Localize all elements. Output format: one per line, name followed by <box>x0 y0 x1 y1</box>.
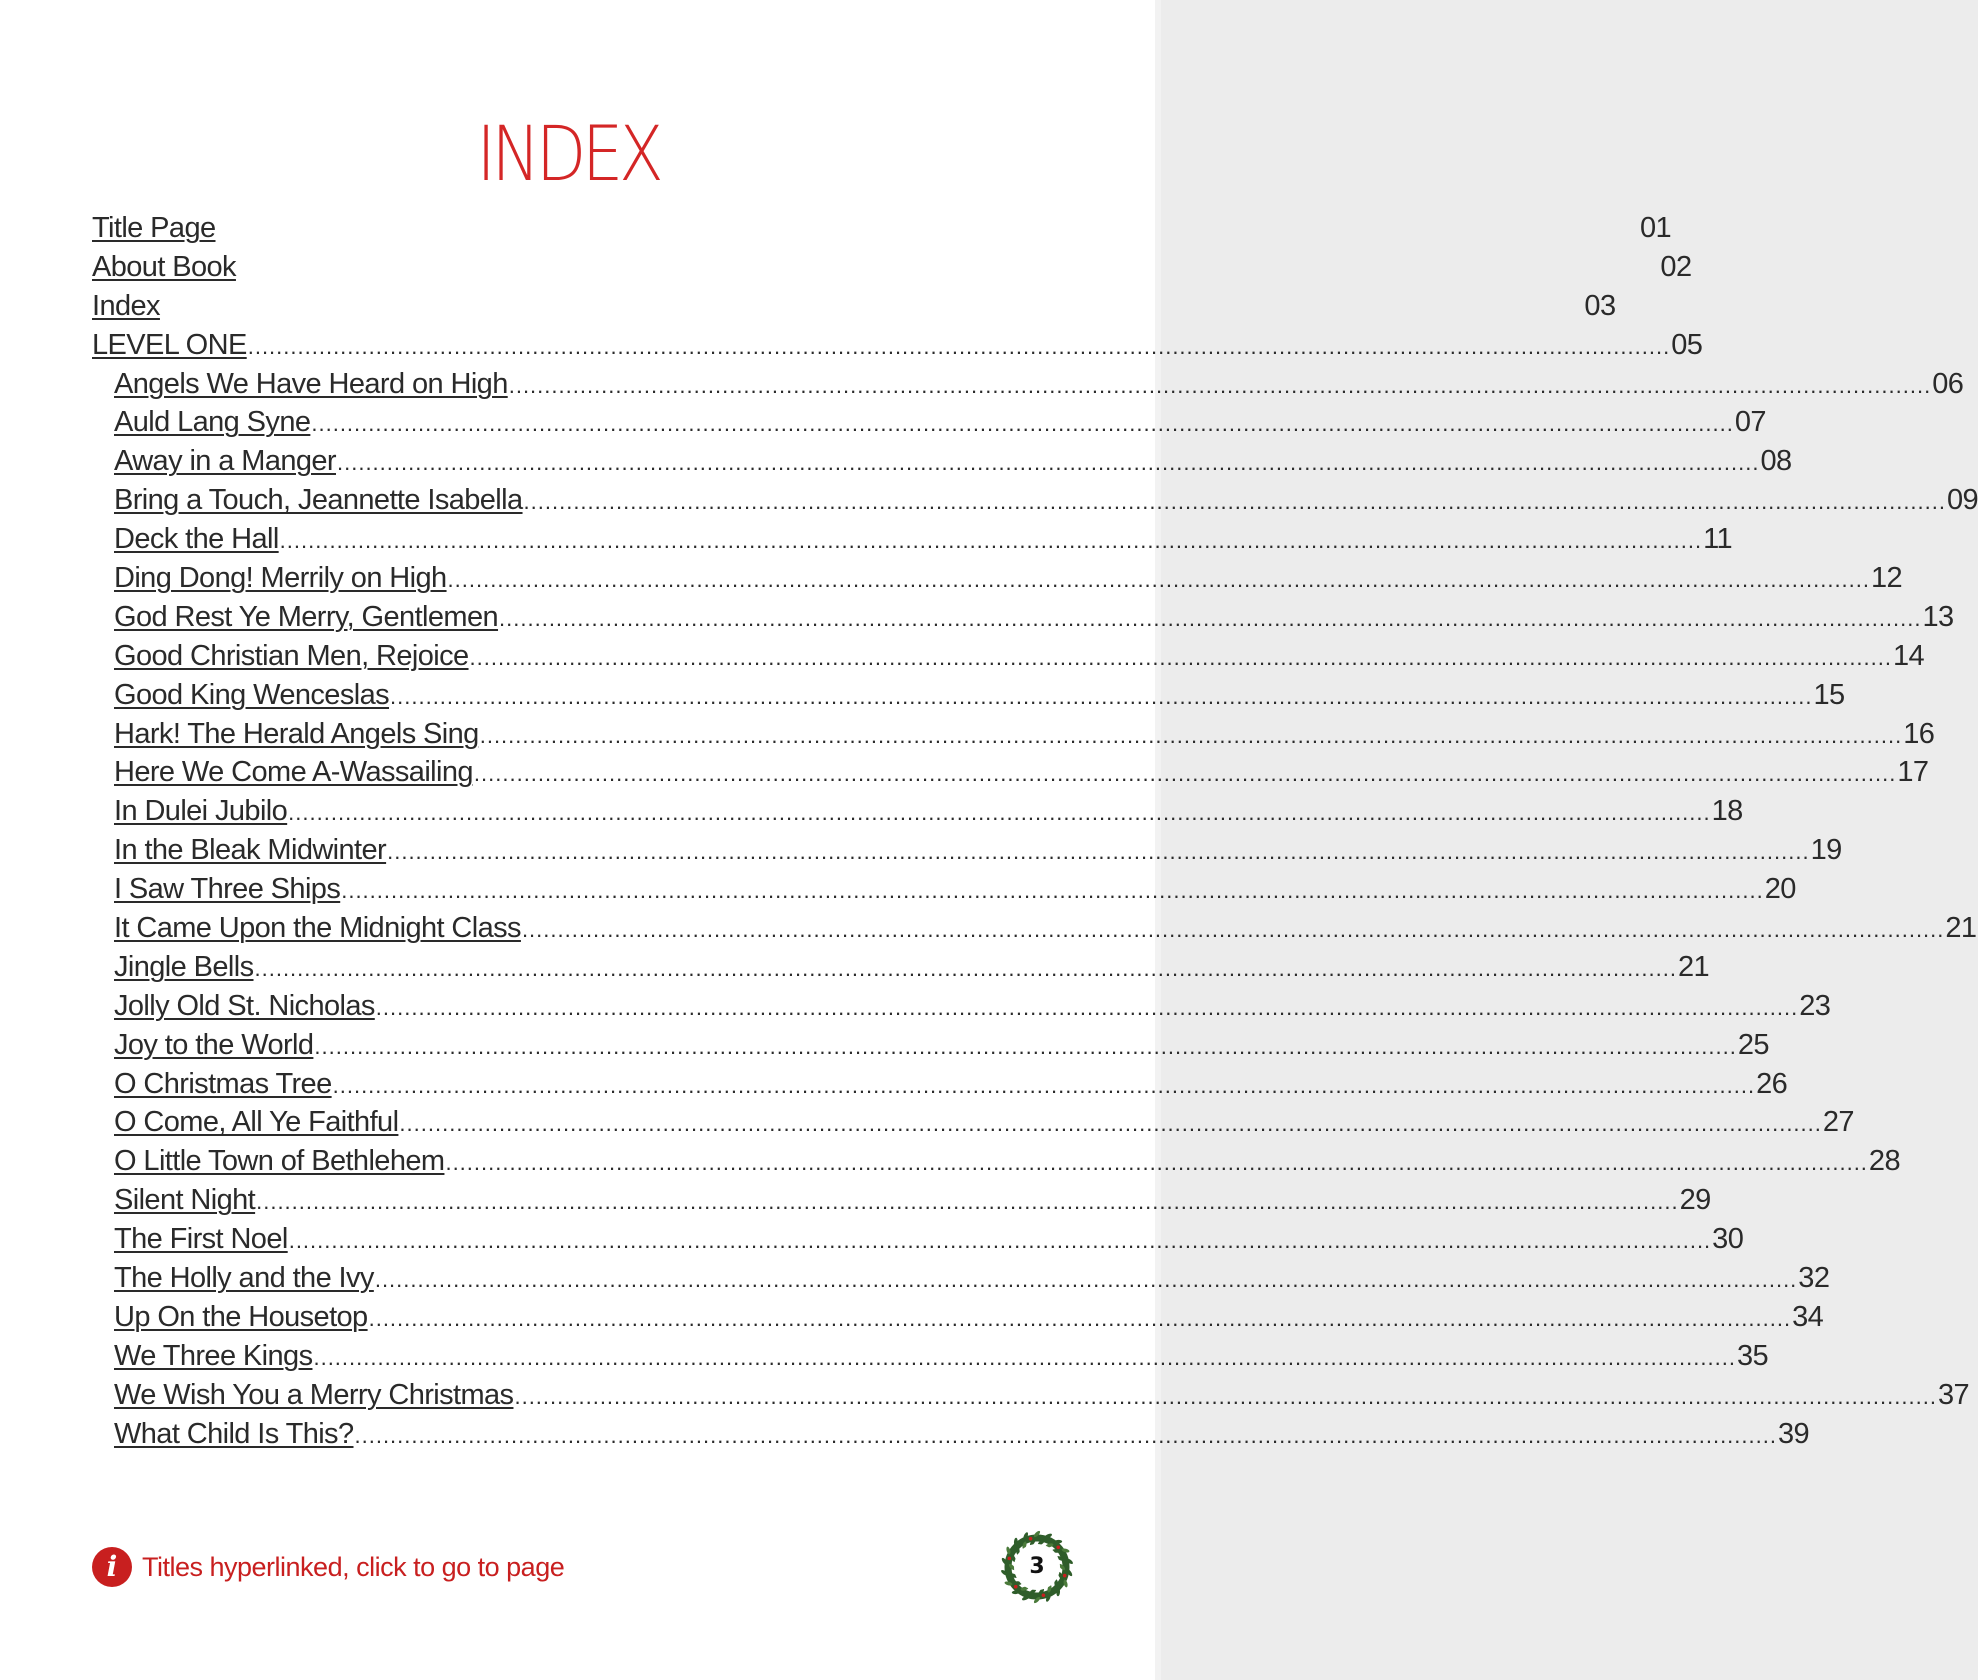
toc-page-number: 27 <box>1822 1106 1854 1139</box>
dot-leader <box>217 217 1639 243</box>
toc-row <box>92 212 1672 251</box>
dot-leader: ........................................................................................................................................................................................................ <box>508 372 1932 398</box>
toc-page-number: 35 <box>1736 1339 1768 1372</box>
toc-link[interactable]: The Holly and the Ivy <box>114 1262 374 1295</box>
toc-row <box>92 1300 1824 1340</box>
dot-leader: ........................................................................................................................................................................................................ <box>521 917 1945 943</box>
page-title: INDEX <box>476 109 660 198</box>
toc-row <box>92 1223 1744 1262</box>
toc-link[interactable]: In Dulei Jubilo <box>114 795 288 828</box>
toc-row <box>92 950 1710 990</box>
toc-link[interactable]: Index <box>92 289 160 322</box>
toc-page-number: 21 <box>1677 950 1710 983</box>
dot-leader: ........................................................................................................................................................................................................ <box>247 333 1671 359</box>
toc-link[interactable]: God Rest Ye Merry, Gentlemen <box>114 600 499 633</box>
toc-link[interactable]: Away in a Manger <box>114 445 336 478</box>
toc-link[interactable]: We Three Kings <box>114 1339 313 1372</box>
dot-leader: ........................................................................................................................................................................................................ <box>314 1033 1737 1059</box>
toc-page-number: 23 <box>1799 989 1831 1022</box>
toc-row <box>92 250 1692 290</box>
dot-leader: ........................................................................................................................................................................................................ <box>368 1305 1792 1331</box>
toc-row <box>92 912 1977 951</box>
toc-row <box>92 1339 1768 1379</box>
toc-row <box>92 756 1929 795</box>
toc-page-number: 01 <box>1639 212 1672 244</box>
toc-link[interactable]: Bring a Touch, Jeannette Isabella <box>114 484 523 517</box>
dot-leader: ........................................................................................................................................................................................................ <box>479 722 1903 748</box>
toc-row <box>92 989 1831 1029</box>
dot-leader: ........................................................................................................................................................................................................ <box>514 1383 1937 1409</box>
dot-leader: ........................................................................................................................................................................................................ <box>354 1422 1777 1448</box>
toc-link[interactable]: O Christmas Tree <box>114 1067 332 1100</box>
toc-row <box>92 367 1964 407</box>
toc-page-number: 30 <box>1712 1223 1744 1256</box>
dot-leader: ........................................................................................................................................................................................................ <box>256 1189 1679 1215</box>
toc-page-number: 37 <box>1937 1378 1969 1411</box>
toc-row <box>92 1106 1854 1145</box>
toc-page-number: 32 <box>1798 1262 1830 1295</box>
toc-link[interactable]: Good Christian Men, Rejoice <box>114 639 469 672</box>
toc-page-number: 06 <box>1932 367 1964 400</box>
toc-link[interactable]: O Little Town of Bethlehem <box>114 1145 445 1178</box>
dot-leader: ........................................................................................................................................................................................................ <box>313 1344 1736 1370</box>
toc-link[interactable]: Angels We Have Heard on High <box>114 367 508 400</box>
dot-leader: ........................................................................................................................................................................................................ <box>288 1228 1712 1254</box>
dot-leader: ........................................................................................................................................................................................................ <box>390 683 1813 709</box>
dot-leader: ........................................................................................................................................................................................................ <box>279 528 1703 554</box>
toc-page-number: 28 <box>1868 1145 1900 1178</box>
toc-page-number: 17 <box>1897 756 1929 789</box>
dot-leader: ........................................................................................................................................................................................................ <box>332 1072 1756 1098</box>
toc-link[interactable]: What Child Is This? <box>114 1417 354 1450</box>
toc-page-number: 34 <box>1792 1300 1824 1333</box>
page-number: 3 <box>1029 1554 1045 1579</box>
hyperlink-note-text: Titles hyperlinked, click to go to page <box>142 1551 565 1582</box>
dot-leader: ........................................................................................................................................................................................................ <box>473 761 1897 787</box>
toc-page-number: 13 <box>1922 600 1954 633</box>
dot-leader: ........................................................................................................................................................................................................ <box>288 800 1711 826</box>
toc-row <box>92 1028 1769 1068</box>
toc-link[interactable]: We Wish You a Merry Christmas <box>114 1378 514 1411</box>
toc-page-number: 26 <box>1756 1067 1788 1100</box>
dot-leader: ........................................................................................................................................................................................................ <box>499 605 1922 631</box>
toc-page-number: 03 <box>1584 289 1616 322</box>
table-of-contents <box>92 212 1978 1457</box>
toc-page-number: 14 <box>1893 639 1925 672</box>
toc-row <box>92 1184 1711 1223</box>
page-number-badge <box>998 1528 1076 1606</box>
toc-page-number: 19 <box>1810 834 1842 867</box>
toc-row <box>92 834 1842 873</box>
dot-leader: ........................................................................................................................................................................................................ <box>469 644 1892 670</box>
toc-link[interactable]: Here We Come A-Wassailing <box>114 756 473 789</box>
toc-page-number: 12 <box>1871 562 1903 595</box>
toc-row <box>92 562 1903 601</box>
dot-leader: ........................................................................................................................................................................................................ <box>447 567 1871 593</box>
toc-link[interactable]: Title Page <box>92 212 216 244</box>
dot-leader: ........................................................................................................................................................................................................ <box>523 489 1946 515</box>
toc-row <box>92 445 1792 484</box>
dot-leader <box>161 295 1583 321</box>
dot-leader: ........................................................................................................................................................................................................ <box>341 878 1764 904</box>
toc-row <box>92 406 1766 445</box>
toc-row <box>92 639 1925 679</box>
dot-leader: ........................................................................................................................................................................................................ <box>374 1267 1798 1293</box>
toc-row <box>92 1262 1830 1301</box>
toc-page-number: 09 <box>1947 484 1978 517</box>
toc-row <box>92 873 1796 912</box>
toc-link[interactable]: Deck the Hall <box>114 523 279 556</box>
toc-row <box>92 328 1703 368</box>
dot-leader: ........................................................................................................................................................................................................ <box>399 1111 1822 1137</box>
toc-page-number: 29 <box>1679 1184 1711 1217</box>
toc-page-number: 18 <box>1711 795 1743 828</box>
dot-leader: ........................................................................................................................................................................................................ <box>254 955 1677 981</box>
toc-row <box>92 523 1733 562</box>
toc-row <box>92 484 1978 523</box>
toc-link[interactable]: In the Bleak Midwinter <box>114 834 387 867</box>
hyperlink-note <box>92 1547 564 1587</box>
toc-page-number: 15 <box>1813 678 1845 711</box>
toc-page-number: 21 <box>1945 912 1977 945</box>
toc-link[interactable]: LEVEL ONE <box>92 328 247 361</box>
toc-row <box>92 289 1616 329</box>
toc-link[interactable]: The First Noel <box>114 1223 288 1256</box>
toc-row <box>92 1417 1810 1457</box>
toc-link[interactable]: Joy to the World <box>114 1028 314 1061</box>
toc-link[interactable]: Jingle Bells <box>114 950 254 983</box>
toc-link[interactable]: Hark! The Herald Angels Sing <box>114 717 479 750</box>
toc-row <box>92 678 1845 718</box>
toc-row <box>92 717 1935 757</box>
toc-page-number: 25 <box>1737 1028 1769 1061</box>
dot-leader: ........................................................................................................................................................................................................ <box>375 994 1799 1020</box>
toc-page-number: 39 <box>1777 1417 1810 1450</box>
toc-page-number: 11 <box>1703 523 1733 556</box>
toc-page-number: 20 <box>1764 873 1796 906</box>
info-icon: i <box>92 1547 132 1587</box>
toc-page-number: 07 <box>1734 406 1766 439</box>
toc-row <box>92 795 1743 834</box>
toc-row <box>92 1145 1900 1184</box>
toc-page-number: 05 <box>1671 328 1703 361</box>
toc-link[interactable]: Auld Lang Syne <box>114 406 311 439</box>
toc-page-number: 08 <box>1760 445 1792 478</box>
dot-leader: ........................................................................................................................................................................................................ <box>311 411 1734 437</box>
toc-link[interactable]: About Book <box>92 250 236 283</box>
dot-leader: ........................................................................................................................................................................................................ <box>337 450 1760 476</box>
dot-leader: ........................................................................................................................................................................................................ <box>387 839 1810 865</box>
toc-link[interactable]: I Saw Three Ships <box>114 873 341 906</box>
toc-link[interactable]: It Came Upon the Midnight Class <box>114 912 521 945</box>
toc-row <box>92 1378 1969 1418</box>
toc-row <box>92 1067 1788 1107</box>
dot-leader: ........................................................................................................................................................................................................ <box>445 1150 1868 1176</box>
toc-link[interactable]: Good King Wenceslas <box>114 678 390 711</box>
toc-page-number: 16 <box>1903 717 1935 750</box>
toc-page-number: 02 <box>1660 250 1692 283</box>
toc-link[interactable]: Up On the Housetop <box>114 1300 368 1333</box>
toc-link[interactable]: Ding Dong! Merrily on High <box>114 562 447 595</box>
toc-link[interactable]: Jolly Old St. Nicholas <box>114 989 375 1022</box>
toc-row <box>92 600 1954 640</box>
toc-link[interactable]: O Come, All Ye Faithful <box>114 1106 399 1139</box>
dot-leader <box>237 256 1659 282</box>
toc-link[interactable]: Silent Night <box>114 1184 256 1217</box>
